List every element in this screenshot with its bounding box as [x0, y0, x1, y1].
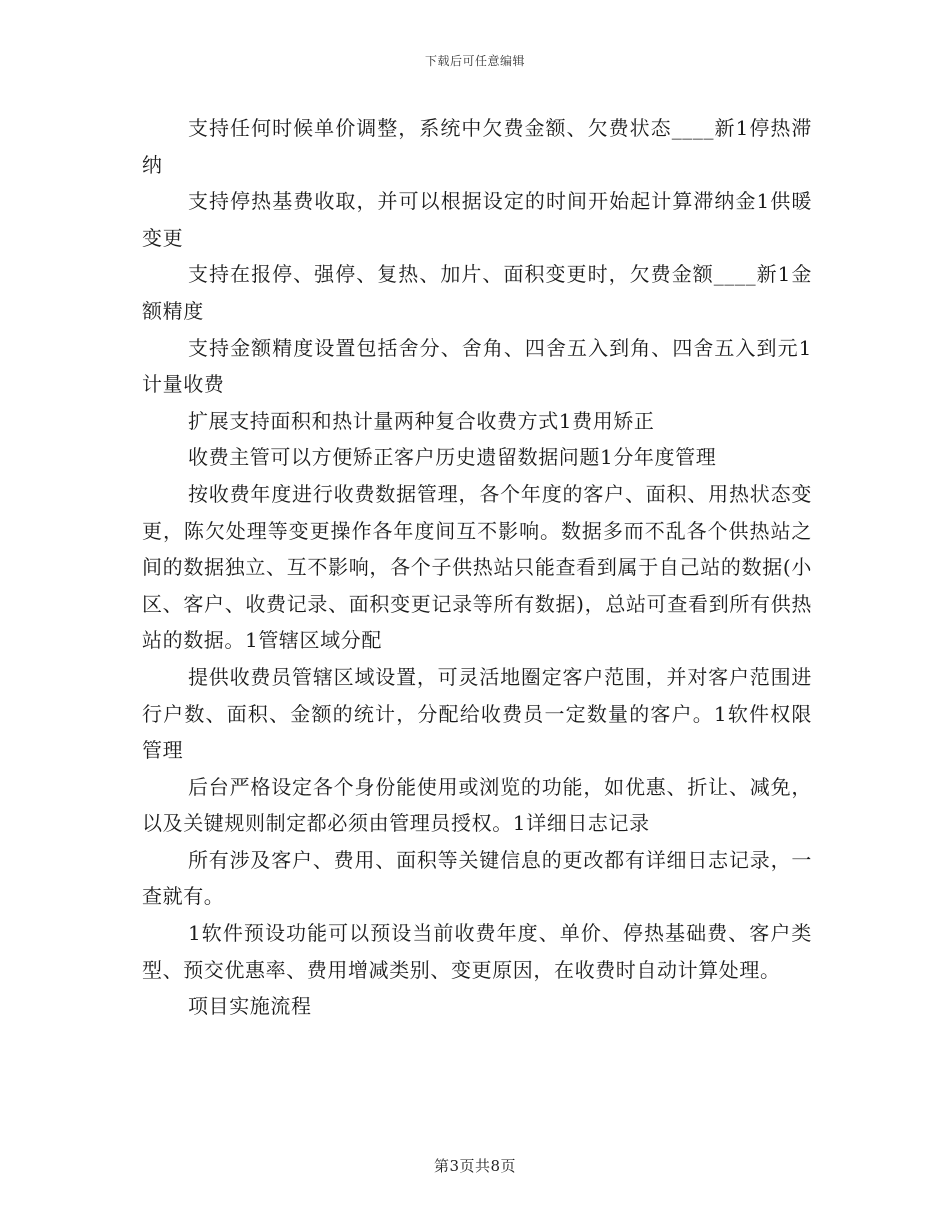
paragraph: 项目实施流程 [188, 994, 312, 1019]
paragraph: 后台严格设定各个身份能使用或浏览的功能，如优惠、折让、减免，以及关键规则制定都必须由管理员授权。1详细日志记录 [142, 774, 812, 836]
paragraph: 所有涉及客户、费用、面积等关键信息的更改都有详细日志记录，一查就有。 [142, 847, 812, 909]
paragraph: 支持任何时候单价调整，系统中欠费金额、欠费状态____新1停热滞纳 [142, 116, 812, 177]
header-note: 下载后可任意编辑 [424, 54, 525, 68]
paragraph: 1软件预设功能可以预设当前收费年度、单价、停热基础费、客户类型、预交优惠率、费用增减类别、变更原因，在收费时自动计算处理。 [142, 921, 812, 982]
paragraph: 支持在报停、强停、复热、加片、面积变更时，欠费金额____新1金额精度 [142, 262, 812, 323]
document-body [142, 110, 812, 1025]
paragraph: 按收费年度进行收费数据管理，各个年度的客户、面积、用热状态变更，陈欠处理等变更操作各年度间互不影响。数据多而不乱各个供热站之间的数据独立、互不影响，各个子供热站只能查看到属于自己站的数据(小区、客户、收费记录、面积变更记录等所有数据)，总站可查看到所有供热站的数据。1管辖区域分配 [142, 481, 812, 653]
paragraph: 扩展支持面积和热计量两种复合收费方式1费用矫正 [188, 408, 655, 433]
paragraph: 支持停热基费收取，并可以根据设定的时间开始起计算滞纳金1供暖变更 [142, 189, 812, 250]
page-number: 第3页共8页 [433, 1157, 517, 1175]
paragraph: 支持金额精度设置包括舍分、舍角、四舍五入到角、四舍五入到元1计量收费 [142, 335, 812, 397]
paragraph: 提供收费员管辖区域设置，可灵活地圈定客户范围，并对客户范围进行户数、面积、金额的统计，分配给收费员一定数量的客户。1软件权限管理 [142, 664, 812, 763]
paragraph: 收费主管可以方便矫正客户历史遗留数据问题1分年度管理 [188, 445, 717, 470]
